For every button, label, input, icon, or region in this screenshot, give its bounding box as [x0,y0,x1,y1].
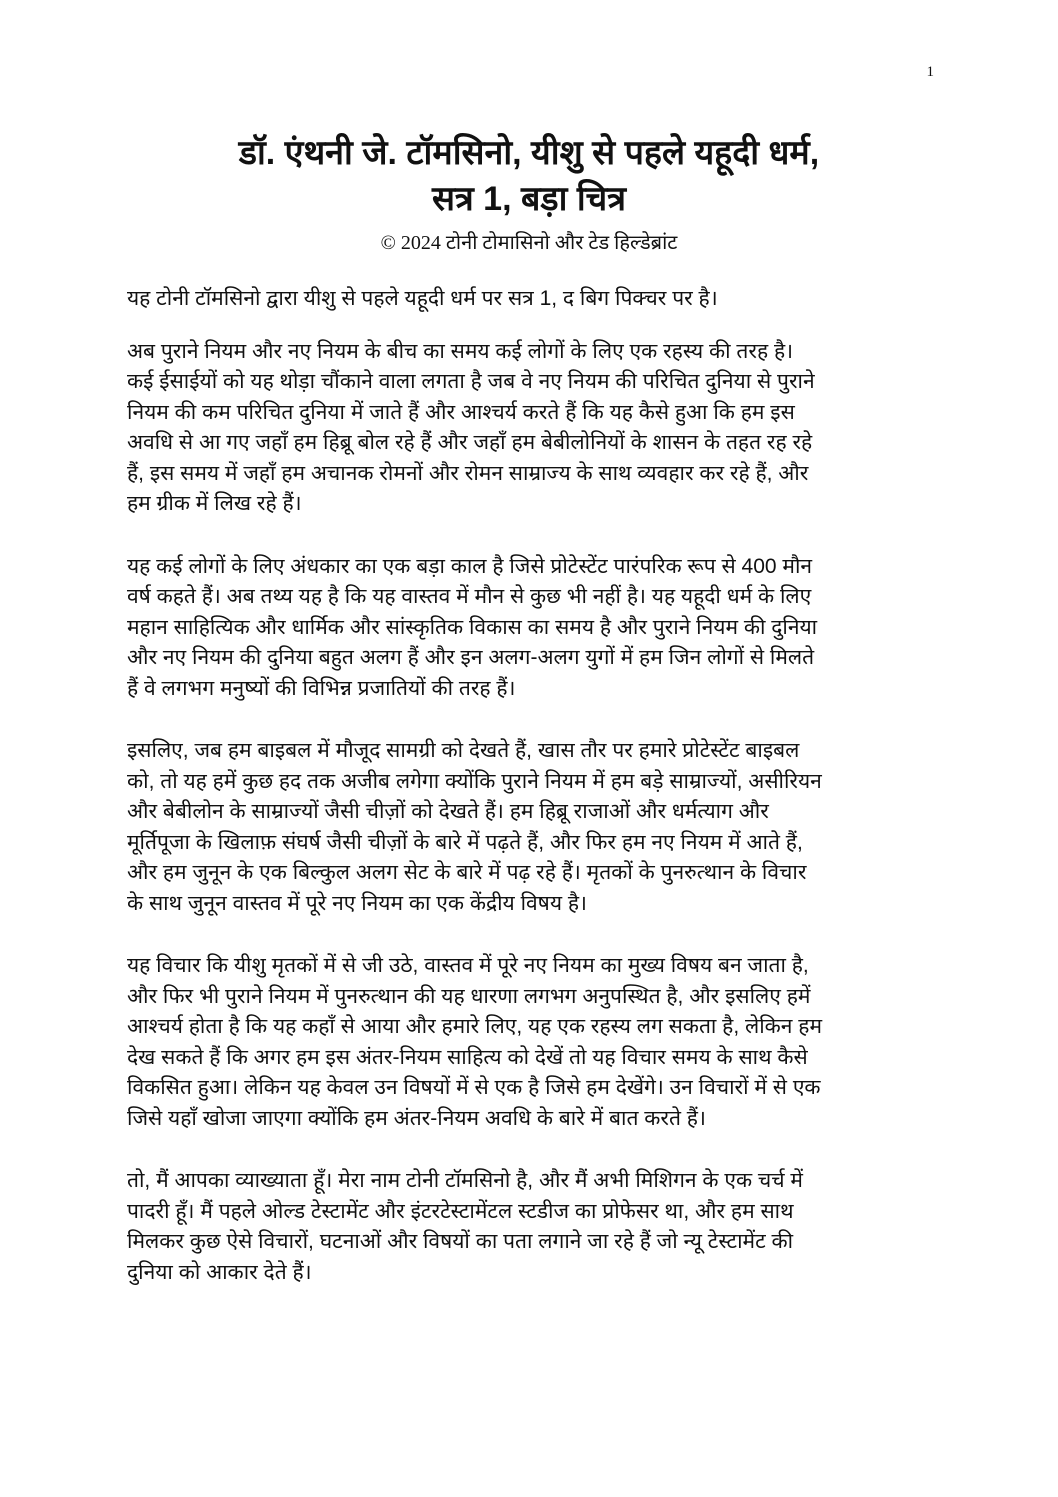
text-line: तो, मैं आपका व्याख्याता हूँ। मेरा नाम टोनी टॉमसिनो है, और मैं अभी मिशिगन के एक चर्च में [127,1169,803,1192]
text-line: के साथ जुनून वास्तव में पूरे नए नियम का एक केंद्रीय विषय है। [127,891,587,915]
paragraph [127,736,947,919]
text-line: यह टोनी टॉमसिनो द्वारा यीशु से पहले यहूदी धर्म पर सत्र 1, द बिग पिक्चर पर है। [127,287,718,310]
paragraph [127,1166,947,1288]
title-line: डॉ. एंथनी जे. टॉमसिनो, यीशु से पहले यहूदी धर्म, [238,134,820,172]
text-line: और बेबीलोन के साम्राज्यों जैसी चीज़ों को देखते हैं। हम हिब्रू राजाओं और धर्मत्याग और [127,800,769,823]
text-line: कई ईसाईयों को यह थोड़ा चौंकाने वाला लगता है जब वे नए नियम की परिचित दुनिया से पुराने [127,370,815,393]
text-line: इसलिए, जब हम बाइबल में मौजूद सामग्री को देखते हैं, खास तौर पर हमारे प्रोटेस्टेंट बाइबल [127,739,800,762]
text-line: हैं, इस समय में जहाँ हम अचानक रोमनों और रोमन साम्राज्य के साथ व्यवहार कर रहे हैं, और [127,461,809,485]
text-line: मूर्तिपूजा के खिलाफ़ संघर्ष जैसी चीज़ों के बारे में पढ़ते हैं, और फिर हम नए नियम में आते हैं, [127,830,803,854]
text-line: देख सकते हैं कि अगर हम इस अंतर-नियम साहित्य को देखें तो यह विचार समय के साथ कैसे [127,1045,808,1069]
text-line: हैं वे लगभग मनुष्यों की विभिन्न प्रजातियों की तरह हैं। [127,676,516,700]
text-line: दुनिया को आकार देते हैं। [127,1260,312,1284]
copyright-notice: © 2024 टोनी टोमासिनो और टेड हिल्डेब्रांट [380,232,678,254]
page-number: 1 [926,64,934,80]
paragraph [127,337,947,520]
text-line: अवधि से आ गए जहाँ हम हिब्रू बोल रहे हैं और जहाँ हम बेबीलोनियों के शासन के तहत रह रहे [127,431,813,454]
text-line: विकसित हुआ। लेकिन यह केवल उन विषयों में से एक है जिसे हम देखेंगे। उन विचारों में से एक [127,1076,821,1099]
document-body [127,284,947,1320]
text-line: यह विचार कि यीशु मृतकों में से जी उठे, वास्तव में पूरे नए नियम का मुख्य विषय बन जाता है, [127,954,809,977]
text-line: जिसे यहाँ खोजा जाएगा क्योंकि हम अंतर-नियम अवधि के बारे में बात करते हैं। [127,1106,706,1130]
text-line: नियम की कम परिचित दुनिया में जाते हैं और आश्चर्य करते हैं कि यह कैसे हुआ कि हम इस [127,400,795,424]
text-line: वर्ष कहते हैं। अब तथ्य यह है कि यह वास्तव में मौन से कुछ भी नहीं है। यह यहूदी धर्म के लिए [127,585,812,608]
paragraph [127,552,947,705]
text-line: आश्चर्य होता है कि यह कहाँ से आया और हमारे लिए, यह एक रहस्य लग सकता है, लेकिन हम [127,1015,823,1038]
text-line: और नए नियम की दुनिया बहुत अलग हैं और इन अलग-अलग युगों में हम जिन लोगों से मिलते [127,646,815,669]
text-line: और हम जुनून के एक बिल्कुल अलग सेट के बारे में पढ़ रहे हैं। मृतकों के पुनरुत्थान के विचार [127,861,807,884]
text-line: यह कई लोगों के लिए अंधकार का एक बड़ा काल है जिसे प्रोटेस्टेंट पारंपरिक रूप से 400 मौन [127,554,813,578]
document-title [0,130,1058,222]
text-line: महान साहित्यिक और धार्मिक और सांस्कृतिक विकास का समय है और पुराने नियम की दुनिया [127,615,818,639]
text-line: को, तो यह हमें कुछ हद तक अजीब लगेगा क्योंकि पुराने नियम में हम बड़े साम्राज्यों, असीरियन [127,769,822,793]
paragraph [127,284,947,315]
text-line: पादरी हूँ। मैं पहले ओल्ड टेस्टामेंट और इंटरटेस्टामेंटल स्टडीज का प्रोफेसर था, और हम साथ [127,1199,794,1223]
paragraph [127,951,947,1134]
title-line: सत्र 1, बड़ा चित्र [431,180,627,218]
text-line: अब पुराने नियम और नए नियम के बीच का समय कई लोगों के लिए एक रहस्य की तरह है। [127,339,794,363]
text-line: मिलकर कुछ ऐसे विचारों, घटनाओं और विषयों का पता लगाने जा रहे हैं जो न्यू टेस्टामेंट की [127,1230,794,1253]
text-line: हम ग्रीक में लिख रहे हैं। [127,492,302,515]
text-line: और फिर भी पुराने नियम में पुनरुत्थान की यह धारणा लगभग अनुपस्थित है, और इसलिए हमें [127,984,811,1008]
